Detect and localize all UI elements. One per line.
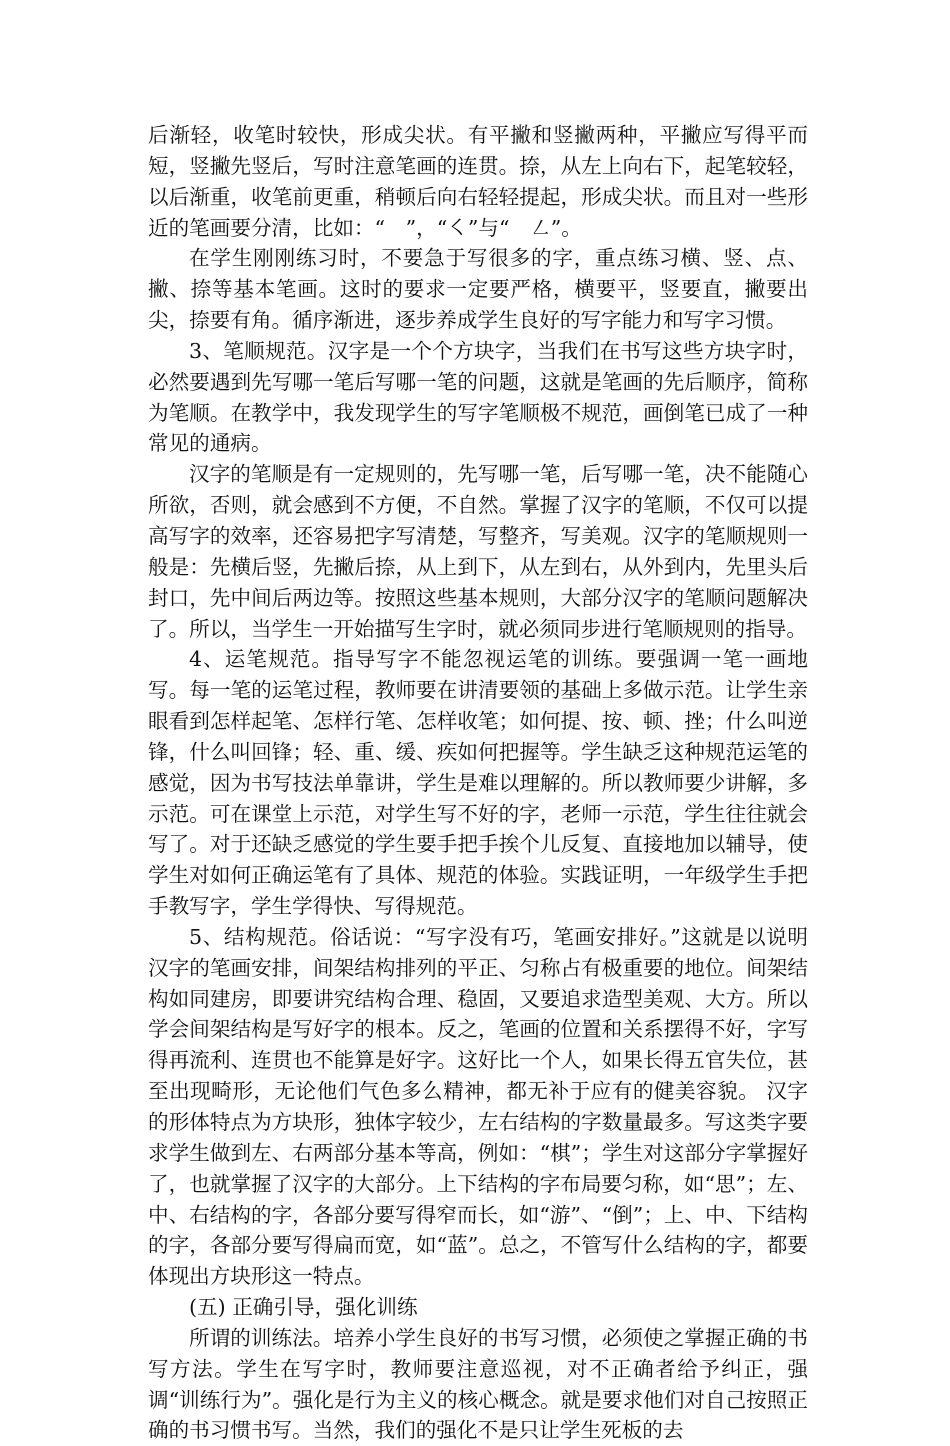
paragraph-stroke-order-rules: 汉字的笔顺是有一定规则的，先写哪一笔，后写哪一笔，决不能随心所欲，否则，就会感到不方便，不自然。掌握了汉字的笔顺，不仅可以提高写字的效率，还容易把字写清楚，写整齐，写美观。汉字的笔顺规则一般是：先横后竖，先撇后捺，从上到下，从左到右，从外到内，先里头后封口，先中间后两边等。按照这些基本规则，大部分汉字的笔顺问题解决了。所以，当学生一开始描写生字时，就必须同步进行笔顺规则的指导。	[148, 462, 808, 641]
paragraph-brush-movement-norms: 4、运笔规范。指导写字不能忽视运笔的训练。要强调一笔一画地写。每一笔的运笔过程，教师要在讲清要领的基础上多做示范。让学生亲眼看到怎样起笔、怎样行笔、怎样收笔；如何提、按、顿、挫；什么叫逆锋，什么叫回锋；轻、重、缓、疾如何把握等。学生缺乏这种规范运笔的感觉，因为书写技法单靠讲，学生是难以理解的。所以教师要少讲解，多示范。可在课堂上示范，对学生写不好的字，老师一示范，学生往往就会写了。对于还缺乏感觉的学生要手把手挨个儿反复、直接地加以辅导，使学生对如何正确运笔有了具体、规范的体验。实践证明，一年级学生手把手教写字，学生学得快、写得规范。	[148, 647, 808, 919]
section-heading: (五) 正确引导，强化训练	[189, 1295, 418, 1320]
document-page	[148, 120, 808, 1446]
paragraph-stroke-order-norms: 3、笔顺规范。汉字是一个个方块字，当我们在书写这些方块字时，必然要遇到先写哪一笔后写哪一笔的问题，这就是笔画的先后顺序，简称为笔顺。在教学中，我发现学生的写字笔顺极不规范，画倒笔已成了一种常见的通病。	[148, 338, 808, 456]
paragraph-training-method: 所谓的训练法。培养小学生良好的书写习惯，必须使之掌握正确的书写方法。学生在写字时，教师要注意巡视，对不正确者给予纠正，强调“训练行为”。强化是行为主义的核心概念。就是要求他们对自己按照正确的书习惯书写。当然，我们的强化不是只让学生死板的去	[148, 1325, 808, 1443]
paragraph-basic-strokes-practice: 在学生刚刚练习时，不要急于写很多的字，重点练习横、竖、点、撇、捺等基本笔画。这时的要求一定要严格，横要平，竖要直，撇要出尖，捺要有角。循序渐进，逐步养成学生良好的写字能力和写字习惯。	[148, 246, 808, 333]
paragraph-stroke-description: 后渐轻，收笔时较快，形成尖状。有平撇和竖撇两种，平撇应写得平而短，竖撇先竖后，写时注意笔画的连贯。捺，从左上向右下，起笔较轻，以后渐重，收笔前更重，稍顿后向右轻轻提起，形成尖状。而且对一些形近的笔画要分清，比如：“ ”，“㇛”与“ ㇜”。	[148, 123, 808, 240]
paragraph-structure-norms: 5、结构规范。俗话说：“写字没有巧，笔画安排好。”这就是以说明汉字的笔画安排，间架结构排列的平正、匀称占有极重要的地位。间架结构如同建房，即要讲究结构合理、稳固，又要追求造型美观、大方。所以学会间架结构是写好字的根本。反之，笔画的位置和关系摆得不好，字写得再流利、连贯也不能算是好字。这好比一个人，如果长得五官失位，甚至出现畸形，无论他们气色多么精神，都无补于应有的健美容貌。 汉字的形体特点为方块形，独体字较少，左右结构的字数量最多。写这类字要求学生做到左、右两部分基本等高，例如：“棋”；学生对这部分字掌握好了，也就掌握了汉字的大部分。上下结构的字布局要匀称，如“思”；左、中、右结构的字，各部分要写得窄而长，如“游”、“倒”；上、中、下结构的字，各部分要写得扁而宽，如“蓝”。总之，不管写什么结构的字，都要体现出方块形这一特点。	[148, 924, 808, 1289]
